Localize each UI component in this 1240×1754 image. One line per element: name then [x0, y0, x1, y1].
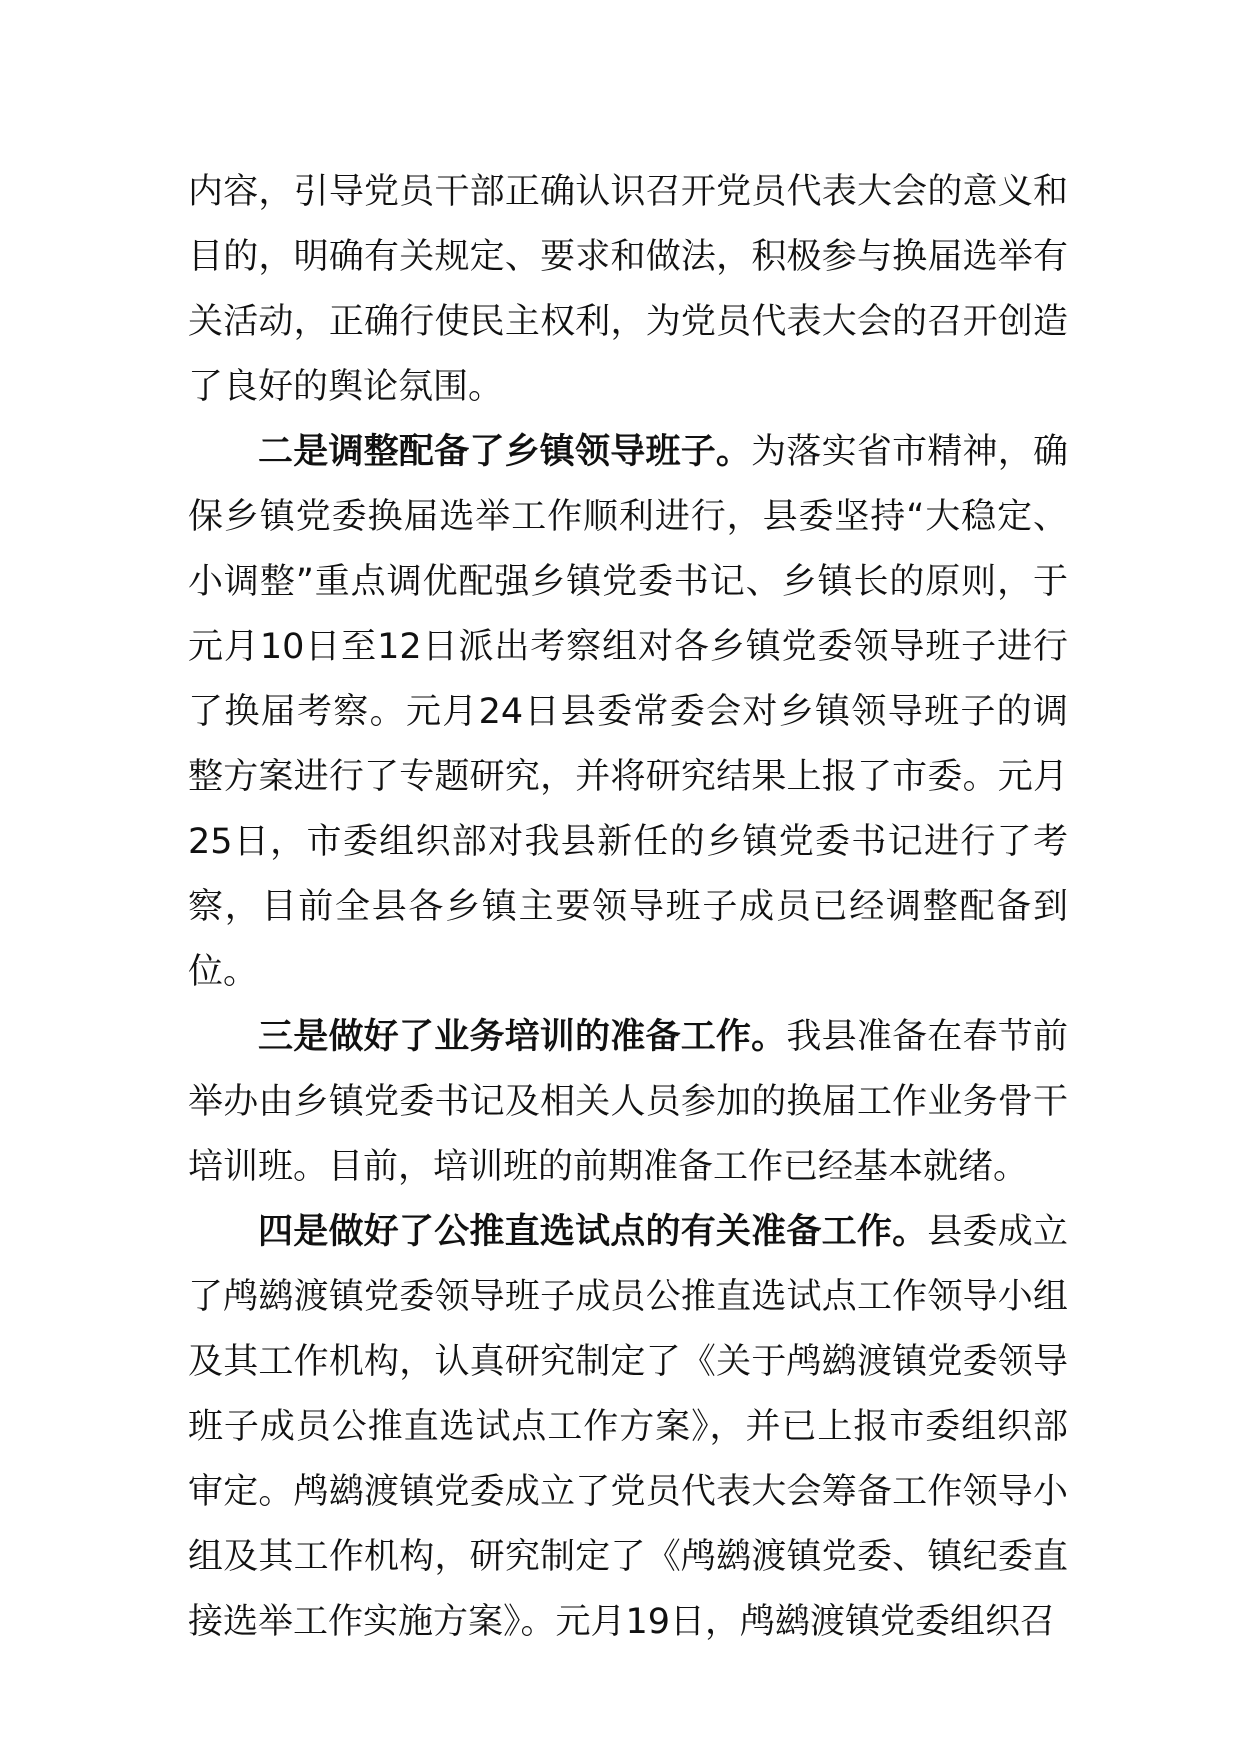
paragraph-training-preparation — [188, 1005, 1068, 1200]
paragraph-leadership-adjustment — [188, 420, 1068, 1005]
paragraph-continuation — [188, 160, 1068, 420]
paragraph-text: 为落实省市精神，确保乡镇党委换届选举工作顺利进行，县委坚持“大稳定、小调整”重点调优配强乡镇党委书记、乡镇长的原则，于元月10日至12日派出考察组对各乡镇党委领导班子进行了换届考察。元月24日县委常委会对乡镇领导班子的调整方案进行了专题研究，并将研究结果上报了市委。元月25日，市委组织部对我县新任的乡镇党委书记进行了考察，目前全县各乡镇主要领导班子成员已经调整配备到位。 — [188, 432, 1068, 992]
paragraph-lead-heading: 四是做好了公推直选试点的有关准备工作。 — [258, 1212, 928, 1252]
paragraph-lead-heading: 二是调整配备了乡镇领导班子。 — [258, 432, 752, 472]
paragraph-text: 县委成立了鸬鹚渡镇党委领导班子成员公推直选试点工作领导小组及其工作机构，认真研究制定了《关于鸬鹚渡镇党委领导班子成员公推直选试点工作方案》，并已上报市委组织部审定。鸬鹚渡镇党委成立了党员代表大会筹备工作领导小组及其工作机构，研究制定了《鸬鹚渡镇党委、镇纪委直接选举工作实施方案》。元月19日，鸬鹚渡镇党委组织召 — [188, 1212, 1068, 1642]
paragraph-pilot-election — [188, 1200, 1068, 1655]
paragraph-text: 内容，引导党员干部正确认识召开党员代表大会的意义和目的，明确有关规定、要求和做法，积极参与换届选举有关活动，正确行使民主权利，为党员代表大会的召开创造了良好的舆论氛围。 — [188, 172, 1068, 407]
paragraph-text: 我县准备在春节前举办由乡镇党委书记及相关人员参加的换届工作业务骨干培训班。目前，培训班的前期准备工作已经基本就绪。 — [188, 1017, 1068, 1187]
body-text — [188, 160, 1068, 1655]
paragraph-lead-heading: 三是做好了业务培训的准备工作。 — [258, 1017, 787, 1057]
